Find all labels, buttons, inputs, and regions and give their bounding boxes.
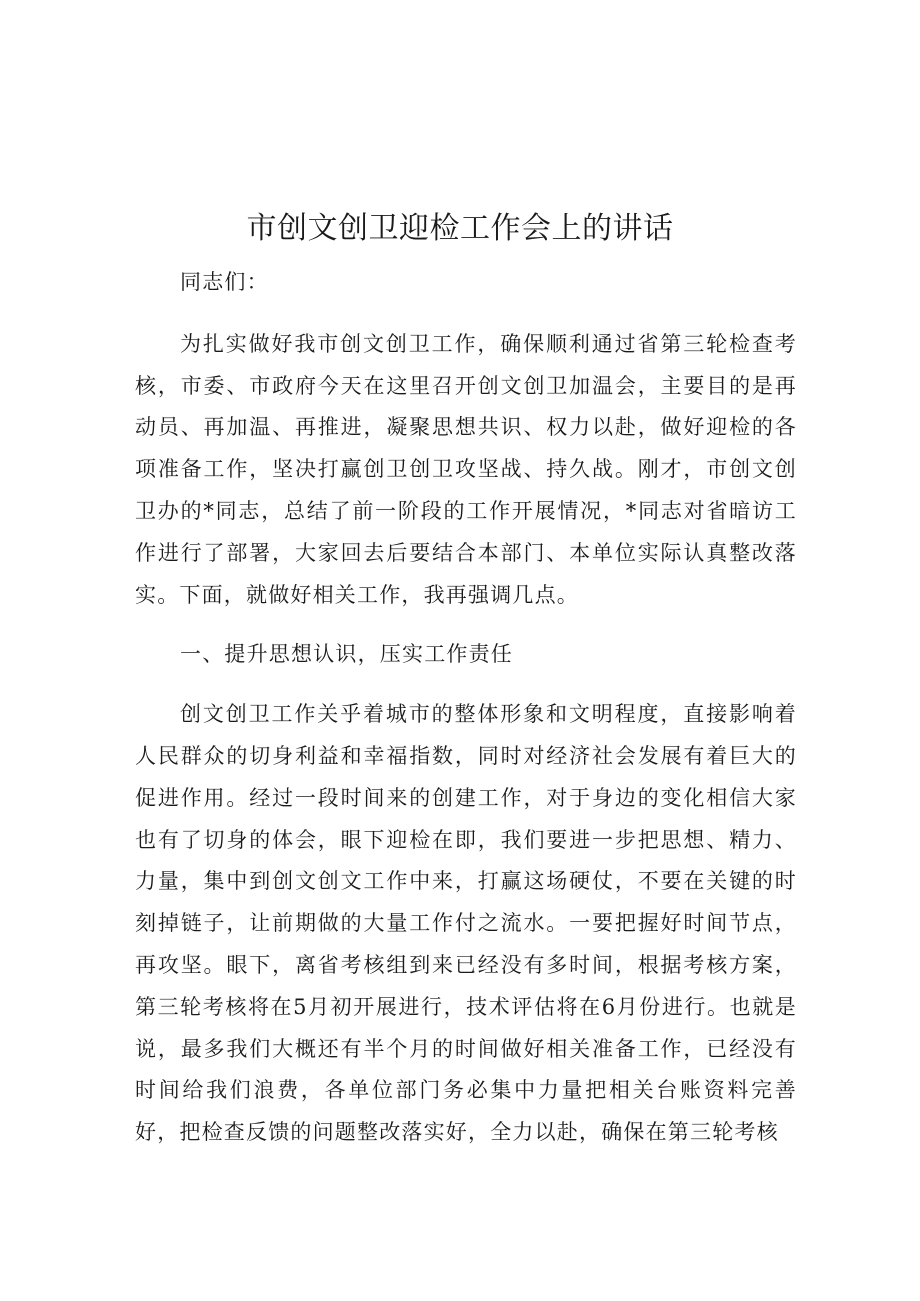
document-title: 市创文创卫迎检工作会上的讲话 [246,211,674,246]
document-body [135,262,797,1154]
paragraph-section-1: 创文创卫工作关乎着城市的整体形象和文明程度，直接影响着人民群众的切身利益和幸福指数，同时对经济社会发展有着巨大的促进作用。经过一段时间来的创建工作，对于身边的变化相信大家也有了切身的体会，眼下迎检在即，我们要进一步把思想、精力、力量，集中到创文创文工作中来，打赢这场硬仗，不要在关键的时刻掉链子，让前期做的大量工作付之流水。一要把握好时间节点，再攻坚。眼下，离省考核组到来已经没有多时间，根据考核方案，第三轮考核将在5月初开展进行，技术评估将在6月份进行。也就是说，最多我们大概还有半个月的时间做好相关准备工作，已经没有时间给我们浪费，各单位部门务必集中力量把相关台账资料完善好，把检查反馈的问题整改落实好，全力以赴，确保在第三轮考核 [135,702,797,1145]
greeting: 同志们： [180,270,269,294]
paragraph-intro: 为扎实做好我市创文创卫工作，确保顺利通过省第三轮检查考核，市委、市政府今天在这里召开创文创卫加温会，主要目的是再动员、再加温、再推进，凝聚思想共识、权力以赴，做好迎检的各项准备工作，坚决打赢创卫创卫攻坚战、持久战。刚才，市创文创卫办的*同志，总结了前一阶段的工作开展情况，*同志对省暗访工作进行了部署，大家回去后要结合本部门、本单位实际认真整改落实。下面，就做好相关工作，我再强调几点。 [135,331,797,607]
section-heading-1: 一、提升思想认识，压实工作责任 [180,642,513,667]
